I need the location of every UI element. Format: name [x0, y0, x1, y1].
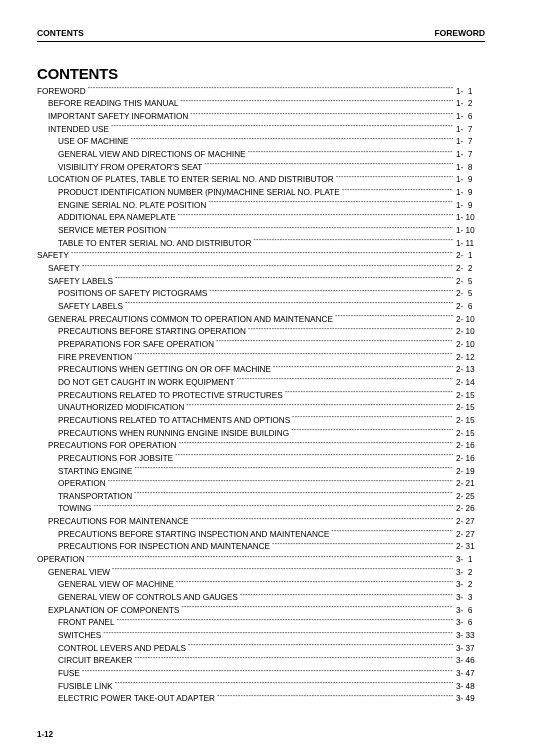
toc-leader-dashes — [131, 137, 453, 147]
toc-entry-page: 2- 6 — [456, 301, 473, 311]
toc-entry-title: TRANSPORTATION — [58, 491, 133, 501]
toc-leader-dashes — [248, 150, 453, 160]
toc-leader-dashes — [248, 327, 453, 337]
toc-leader-dashes — [71, 251, 453, 261]
toc-entry-page: 1- 10 — [456, 226, 475, 236]
toc-entry[interactable] — [37, 655, 484, 668]
toc-entry-title: TOWING — [58, 504, 92, 514]
toc-entry[interactable] — [37, 85, 484, 98]
toc-entry-page: 3- 33 — [456, 631, 475, 641]
toc-entry[interactable] — [37, 414, 484, 427]
toc-entry[interactable] — [37, 503, 484, 516]
toc-entry[interactable] — [37, 617, 484, 630]
toc-entry-title: SAFETY LABELS — [58, 301, 123, 311]
toc-entry[interactable] — [37, 515, 484, 528]
toc-entry-page: 3- 1 — [456, 555, 473, 565]
toc-entry-title: BEFORE READING THIS MANUAL — [48, 99, 179, 109]
toc-entry-title: FUSE — [58, 669, 80, 679]
toc-entry-title: GENERAL VIEW OF MACHINE — [58, 580, 174, 590]
toc-entry-page: 2- 15 — [456, 390, 475, 400]
toc-entry-page: 1- 7 — [456, 124, 473, 134]
header-section-label: CONTENTS — [37, 28, 84, 38]
toc-leader-dashes — [190, 112, 453, 122]
toc-entry-title: PREPARATIONS FOR SAFE OPERATION — [58, 339, 215, 349]
toc-entry[interactable] — [37, 313, 484, 326]
toc-entry-title: USE OF MACHINE — [58, 137, 129, 147]
toc-entry-title: GENERAL VIEW AND DIRECTIONS OF MACHINE — [58, 150, 246, 160]
toc-entry[interactable] — [37, 490, 484, 503]
toc-entry[interactable] — [37, 300, 484, 313]
toc-entry-page: 3- 2 — [456, 580, 473, 590]
toc-leader-dashes — [291, 428, 453, 438]
toc-leader-dashes — [175, 453, 453, 463]
toc-entry[interactable] — [37, 98, 484, 111]
toc-entry[interactable] — [37, 389, 484, 402]
toc-entry[interactable] — [37, 224, 484, 237]
toc-entry-title: SERVICE METER POSITION — [58, 226, 167, 236]
toc-entry-title: FOREWORD — [37, 86, 86, 96]
toc-entry-title: LOCATION OF PLATES, TABLE TO ENTER SERIAL NO. AND DISTRIBUTOR — [48, 175, 334, 185]
toc-entry[interactable] — [37, 642, 484, 655]
toc-entry-title: SAFETY — [37, 251, 69, 261]
toc-entry-page: 1- 9 — [456, 175, 473, 185]
toc-entry-page: 2- 19 — [456, 466, 475, 476]
toc-entry-page: 3- 6 — [456, 605, 473, 615]
toc-entry-page: 1- 7 — [456, 137, 473, 147]
toc-leader-dashes — [178, 213, 453, 223]
toc-entry-page: 2- 25 — [456, 491, 475, 501]
toc-leader-dashes — [87, 555, 453, 565]
toc-entry-page: 1- 9 — [456, 188, 473, 198]
toc-entry[interactable] — [37, 275, 484, 288]
toc-entry[interactable] — [37, 604, 484, 617]
toc-entry-page: 2- 15 — [456, 403, 475, 413]
toc-entry-page: 2- 10 — [456, 314, 475, 324]
toc-entry-page: 2- 16 — [456, 441, 475, 451]
toc-entry[interactable] — [37, 148, 484, 161]
toc-leader-dashes — [94, 504, 453, 514]
header-divider — [37, 41, 485, 42]
toc-leader-dashes — [188, 643, 453, 653]
toc-leader-dashes — [115, 276, 453, 286]
toc-entry[interactable] — [37, 338, 484, 351]
toc-leader-dashes — [204, 162, 453, 172]
toc-entry-title: PRECAUTIONS WHEN RUNNING ENGINE INSIDE BUILDING — [58, 428, 290, 438]
toc-entry-page: 2- 31 — [456, 542, 475, 552]
toc-leader-dashes — [176, 580, 453, 590]
toc-entry[interactable] — [37, 262, 484, 275]
toc-leader-dashes — [237, 377, 454, 387]
toc-entry-title: SWITCHES — [58, 631, 102, 641]
toc-entry-title: SAFETY — [48, 264, 80, 274]
toc-entry-title: PRECAUTIONS RELATED TO ATTACHMENTS AND OPTIONS — [58, 415, 291, 425]
toc-entry-title: OPERATION — [37, 555, 85, 565]
toc-entry[interactable] — [37, 136, 484, 149]
toc-entry-title: INTENDED USE — [48, 124, 109, 134]
toc-entry-title: GENERAL VIEW OF CONTROLS AND GAUGES — [58, 593, 238, 603]
toc-entry-page: 2- 26 — [456, 504, 475, 514]
toc-entry[interactable] — [37, 199, 484, 212]
table-of-contents — [37, 85, 484, 705]
toc-entry-page: 2- 27 — [456, 517, 475, 527]
toc-entry[interactable] — [37, 186, 484, 199]
toc-entry-page: 2- 15 — [456, 428, 475, 438]
toc-entry-title: OPERATION — [58, 479, 106, 489]
toc-entry[interactable] — [37, 427, 484, 440]
toc-entry[interactable] — [37, 452, 484, 465]
toc-entry[interactable] — [37, 288, 484, 301]
toc-entry-title: DO NOT GET CAUGHT IN WORK EQUIPMENT — [58, 377, 235, 387]
toc-entry-title: FRONT PANEL — [58, 618, 115, 628]
toc-entry-page: 3- 48 — [456, 681, 475, 691]
toc-entry-page: 2- 27 — [456, 529, 475, 539]
toc-entry[interactable] — [37, 591, 484, 604]
toc-entry-title: STARTING ENGINE — [58, 466, 133, 476]
toc-entry[interactable] — [37, 528, 484, 541]
toc-entry-title: PRECAUTIONS RELATED TO PROTECTIVE STRUCTURES — [58, 390, 283, 400]
toc-entry-page: 2- 16 — [456, 453, 475, 463]
toc-entry[interactable] — [37, 553, 484, 566]
toc-entry-title: IMPORTANT SAFETY INFORMATION — [48, 112, 189, 122]
toc-entry-page: 3- 3 — [456, 593, 473, 603]
toc-leader-dashes — [134, 656, 453, 666]
toc-entry-page: 3- 47 — [456, 669, 475, 679]
toc-entry[interactable] — [37, 465, 484, 478]
toc-entry-page: 3- 46 — [456, 656, 475, 666]
toc-leader-dashes — [342, 188, 453, 198]
toc-leader-dashes — [217, 694, 453, 704]
toc-leader-dashes — [285, 390, 453, 400]
toc-leader-dashes — [82, 669, 453, 679]
toc-leader-dashes — [208, 200, 453, 210]
toc-entry-page: 3- 6 — [456, 618, 473, 628]
toc-entry[interactable] — [37, 566, 484, 579]
toc-leader-dashes — [292, 415, 453, 425]
page-title: CONTENTS — [37, 66, 118, 83]
toc-entry-title: ADDITIONAL EPA NAMEPLATE — [58, 213, 176, 223]
toc-entry-page: 2- 5 — [456, 289, 473, 299]
toc-leader-dashes — [168, 226, 453, 236]
toc-entry-page: 3- 37 — [456, 643, 475, 653]
toc-entry[interactable] — [37, 376, 484, 389]
toc-entry[interactable] — [37, 401, 484, 414]
toc-entry-page: 1- 9 — [456, 200, 473, 210]
toc-entry-page: 1- 2 — [456, 99, 473, 109]
toc-entry-title: UNAUTHORIZED MODIFICATION — [58, 403, 185, 413]
toc-entry-page: 2- 10 — [456, 327, 475, 337]
toc-leader-dashes — [179, 441, 453, 451]
toc-leader-dashes — [117, 618, 453, 628]
toc-leader-dashes — [191, 517, 453, 527]
toc-leader-dashes — [134, 491, 453, 501]
toc-leader-dashes — [240, 593, 453, 603]
toc-entry[interactable] — [37, 174, 484, 187]
toc-entry-page: 1- 8 — [456, 162, 473, 172]
toc-entry[interactable] — [37, 110, 484, 123]
page-number: 1-12 — [37, 730, 54, 739]
toc-leader-dashes — [134, 466, 453, 476]
toc-entry[interactable] — [37, 680, 484, 693]
toc-leader-dashes — [115, 681, 453, 691]
toc-entry-title: FUSIBLE LINK — [58, 681, 113, 691]
toc-entry-title: GENERAL PRECAUTIONS COMMON TO OPERATION AND MAINTENANCE — [48, 314, 333, 324]
toc-entry[interactable] — [37, 667, 484, 680]
toc-leader-dashes — [108, 479, 453, 489]
toc-leader-dashes — [272, 542, 453, 552]
toc-entry[interactable] — [37, 477, 484, 490]
toc-entry-page: 2- 13 — [456, 365, 475, 375]
toc-entry[interactable] — [37, 439, 484, 452]
toc-entry-page: 2- 10 — [456, 339, 475, 349]
toc-entry[interactable] — [37, 629, 484, 642]
toc-entry[interactable] — [37, 237, 484, 250]
toc-entry-page: 3- 2 — [456, 567, 473, 577]
toc-entry-page: 2- 12 — [456, 352, 475, 362]
toc-entry-title: PRODUCT IDENTIFICATION NUMBER (PIN)/MACHINE SERIAL NO. PLATE — [58, 188, 340, 198]
toc-leader-dashes — [82, 264, 453, 274]
toc-entry-title: CONTROL LEVERS AND PEDALS — [58, 643, 187, 653]
toc-entry-title: FIRE PREVENTION — [58, 352, 133, 362]
toc-entry-title: PRECAUTIONS BEFORE STARTING OPERATION — [58, 327, 246, 337]
toc-entry-title: TABLE TO ENTER SERIAL NO. AND DISTRIBUTOR — [58, 238, 252, 248]
toc-entry-page: 2- 5 — [456, 276, 473, 286]
toc-leader-dashes — [253, 238, 453, 248]
toc-entry-title: PRECAUTIONS BEFORE STARTING INSPECTION AND MAINTENANCE — [58, 529, 330, 539]
toc-entry-title: GENERAL VIEW — [48, 567, 111, 577]
toc-entry-title: PRECAUTIONS FOR JOBSITE — [58, 453, 174, 463]
toc-entry-page: 1- 1 — [456, 86, 473, 96]
toc-leader-dashes — [335, 314, 453, 324]
toc-entry-title: CIRCUIT BREAKER — [58, 656, 133, 666]
toc-entry[interactable] — [37, 579, 484, 592]
toc-entry-page: 1- 7 — [456, 150, 473, 160]
toc-leader-dashes — [331, 529, 453, 539]
page-header — [37, 28, 485, 40]
toc-leader-dashes — [273, 365, 453, 375]
toc-entry-title: PRECAUTIONS WHEN GETTING ON OR OFF MACHINE — [58, 365, 271, 375]
toc-entry-page: 2- 21 — [456, 479, 475, 489]
toc-entry-page: 2- 14 — [456, 377, 475, 387]
toc-entry-page: 3- 49 — [456, 694, 475, 704]
toc-entry-title: EXPLANATION OF COMPONENTS — [48, 605, 180, 615]
toc-entry[interactable] — [37, 693, 484, 706]
toc-entry-title: PRECAUTIONS FOR INSPECTION AND MAINTENANCE — [58, 542, 270, 552]
toc-leader-dashes — [186, 403, 453, 413]
header-chapter-label: FOREWORD — [434, 28, 485, 38]
toc-entry-title: PRECAUTIONS FOR OPERATION — [48, 441, 177, 451]
toc-leader-dashes — [180, 99, 453, 109]
toc-entry-page: 2- 2 — [456, 264, 473, 274]
toc-entry[interactable] — [37, 161, 484, 174]
toc-leader-dashes — [112, 567, 453, 577]
toc-entry[interactable] — [37, 212, 484, 225]
toc-leader-dashes — [336, 175, 453, 185]
toc-entry-page: 2- 1 — [456, 251, 473, 261]
toc-entry-page: 1- 6 — [456, 112, 473, 122]
toc-entry-page: 2- 15 — [456, 415, 475, 425]
toc-leader-dashes — [111, 124, 453, 134]
toc-entry-title: VISIBILITY FROM OPERATOR'S SEAT — [58, 162, 203, 172]
toc-entry-page: 1- 11 — [456, 238, 475, 248]
toc-entry[interactable] — [37, 363, 484, 376]
toc-entry[interactable] — [37, 325, 484, 338]
toc-entry-title: ELECTRIC POWER TAKE-OUT ADAPTER — [58, 694, 215, 704]
toc-leader-dashes — [88, 86, 453, 96]
toc-entry[interactable] — [37, 250, 484, 263]
toc-entry-title: POSITIONS OF SAFETY PICTOGRAMS — [58, 289, 208, 299]
toc-leader-dashes — [209, 289, 453, 299]
toc-leader-dashes — [181, 605, 453, 615]
toc-leader-dashes — [216, 339, 453, 349]
toc-entry[interactable] — [37, 541, 484, 554]
toc-entry[interactable] — [37, 123, 484, 136]
toc-entry-title: SAFETY LABELS — [48, 276, 113, 286]
toc-entry[interactable] — [37, 351, 484, 364]
toc-entry-page: 1- 10 — [456, 213, 475, 223]
toc-leader-dashes — [125, 301, 453, 311]
toc-entry-title: PRECAUTIONS FOR MAINTENANCE — [48, 517, 189, 527]
toc-leader-dashes — [134, 352, 453, 362]
toc-entry-title: ENGINE SERIAL NO. PLATE POSITION — [58, 200, 207, 210]
toc-leader-dashes — [103, 631, 453, 641]
